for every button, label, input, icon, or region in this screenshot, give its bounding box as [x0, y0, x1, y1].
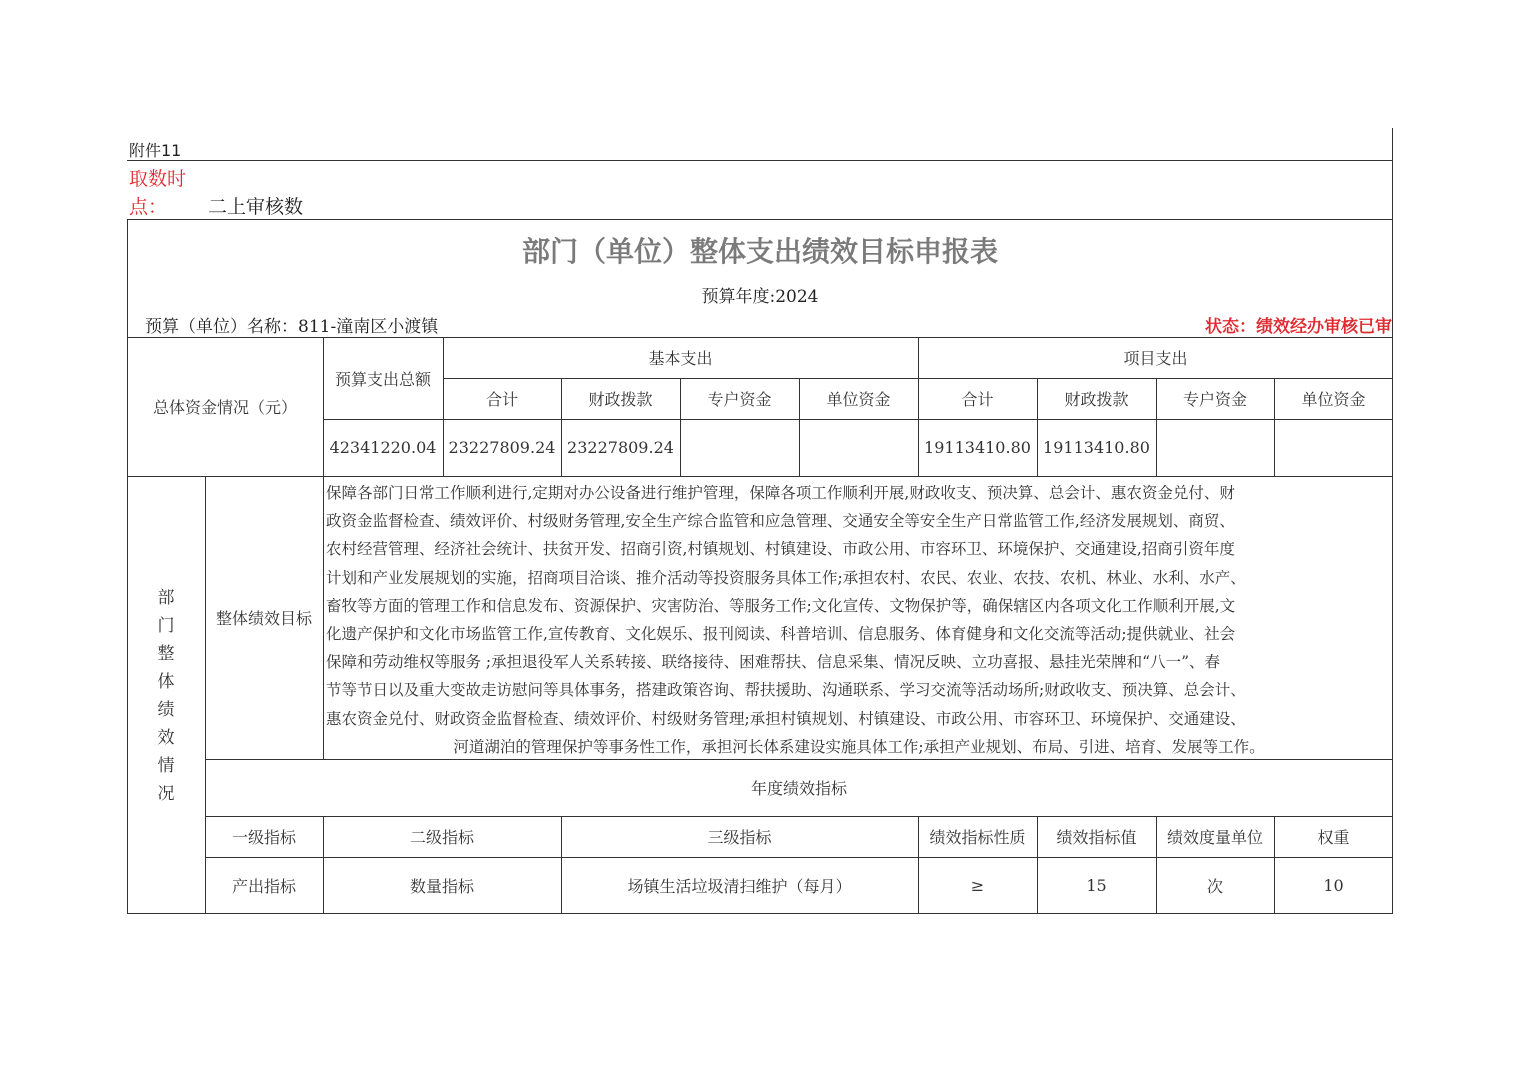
value-cell [799, 419, 918, 476]
subheader-cell: 财政拨款 [588, 390, 653, 409]
value-cell [1156, 419, 1274, 476]
indicator-header-cell: 绩效度量单位 [1166, 828, 1263, 847]
total-header: 预算支出总额 [334, 369, 431, 389]
value-cell: 19113410.80 [1043, 438, 1150, 457]
goal-label: 整体绩效目标 [215, 609, 312, 628]
value-cell [1274, 419, 1393, 476]
basic-expense-header: 基本支出 [648, 349, 713, 368]
indicator-cell: 10 [1323, 875, 1344, 895]
indicator-cell: 数量指标 [409, 876, 474, 896]
page-title: 部门（单位）整体支出绩效目标申报表 [521, 235, 998, 268]
subheader-cell: 单位资金 [1301, 390, 1366, 409]
subheader-cell: 合计 [961, 390, 994, 409]
project-expense-header: 项目支出 [1123, 349, 1188, 368]
perf-side-label: 部 门 整 体 绩 效 情 况 [157, 588, 175, 804]
unit-name: 预算（单位）名称：811-潼南区小渡镇 [145, 317, 439, 337]
subheader-cell: 专户资金 [707, 390, 772, 409]
value-cell: 42341220.04 [329, 438, 437, 457]
indicator-cell: 次 [1206, 876, 1223, 896]
indicator-cell: ≥ [970, 875, 985, 895]
indicator-header-cell: 绩效指标值 [1056, 828, 1137, 847]
indicator-cell: 产出指标 [231, 876, 296, 896]
value-cell [680, 419, 799, 476]
attachment-label: 附件11 [129, 141, 182, 160]
indicator-header-cell: 权重 [1317, 828, 1350, 847]
indicator-cell: 15 [1086, 875, 1107, 895]
goal-text: 保障各部门日常工作顺利进行,定期对办公设备进行维护管理，保障各项工作顺利开展,财政收支、预决算、总会计、惠农资金兑付、财 政资金监督检查、绩效评价、村级财务管理,安全生产综合监管和应急管理、交通安全等安全生产日常监管工作,经济发展规划、商贸、 农村经营管理、经济社会统计、扶贫开发、招商引资,村镇规划、村镇建设、市政公用、市容环卫、环境保护、交通建设,招商引资年度 计划和产业发展规划的实施，招商项目洽谈、推介活动等投资服务具体工作;承担农村、农民、农业、农技、农机、林业、水利、水产、 畜牧等方面的管理工作和信息发布、资源保护、灾害防治、等服务工作;文化宣传、文物保护等，确保辖区内各项文化工作顺利开展,文 化遗产保护和文化市场监管工作,宣传教育、文化娱乐、报刊阅读、科普培训、信息服务、体育健身和文化交流等活动;提供就业、社会 保障和劳动维权等服务 ;承担退役军人关系转接、联络接待、困难帮扶、信息采集、情况反映、立功喜报、悬挂光荣牌和“八一”、春 节等节日以及重大变故走访慰问等具体事务，搭建政策咨询、帮扶援助、沟通联系、学习交流等活动场所;财政收支、预决算、总会计、 惠农资金兑付、财政资金监督检查、绩效评价、村级财务管理;承担村镇规划、村镇建设、市政公用、市容环卫、环境保护、交通建设、 河道湖泊的管理保护等事务性工作，承担河长体系建设实施具体工作;承担产业规划、布局、引进、培育、发展等工作。 [326, 484, 1265, 756]
indicator-cell: 场镇生活垃圾清扫维护（每月） [627, 876, 852, 896]
indicator-header-cell: 一级指标 [231, 828, 296, 847]
indicator-header-cell: 二级指标 [409, 828, 474, 847]
indicator-header-cell: 绩效指标性质 [929, 828, 1026, 847]
subheader-cell: 合计 [485, 390, 518, 409]
fetch-time-value: 二上审核数 [208, 196, 304, 218]
budget-year: 预算年度:2024 [701, 287, 819, 307]
value-cell: 23227809.24 [448, 438, 556, 457]
indicator-header-cell: 三级指标 [707, 828, 772, 847]
value-cell: 23227809.24 [567, 438, 674, 457]
subheader-cell: 专户资金 [1182, 390, 1247, 409]
status-badge: 状态：绩效经办审核已审 [1205, 317, 1392, 337]
funds-row-label: 总体资金情况（元） [152, 398, 297, 417]
fetch-time-label: 取数时 点： [129, 168, 187, 218]
subheader-cell: 单位资金 [826, 390, 891, 409]
annual-indicators-header: 年度绩效指标 [750, 779, 847, 798]
subheader-cell: 财政拨款 [1064, 390, 1129, 409]
value-cell: 19113410.80 [924, 438, 1031, 457]
